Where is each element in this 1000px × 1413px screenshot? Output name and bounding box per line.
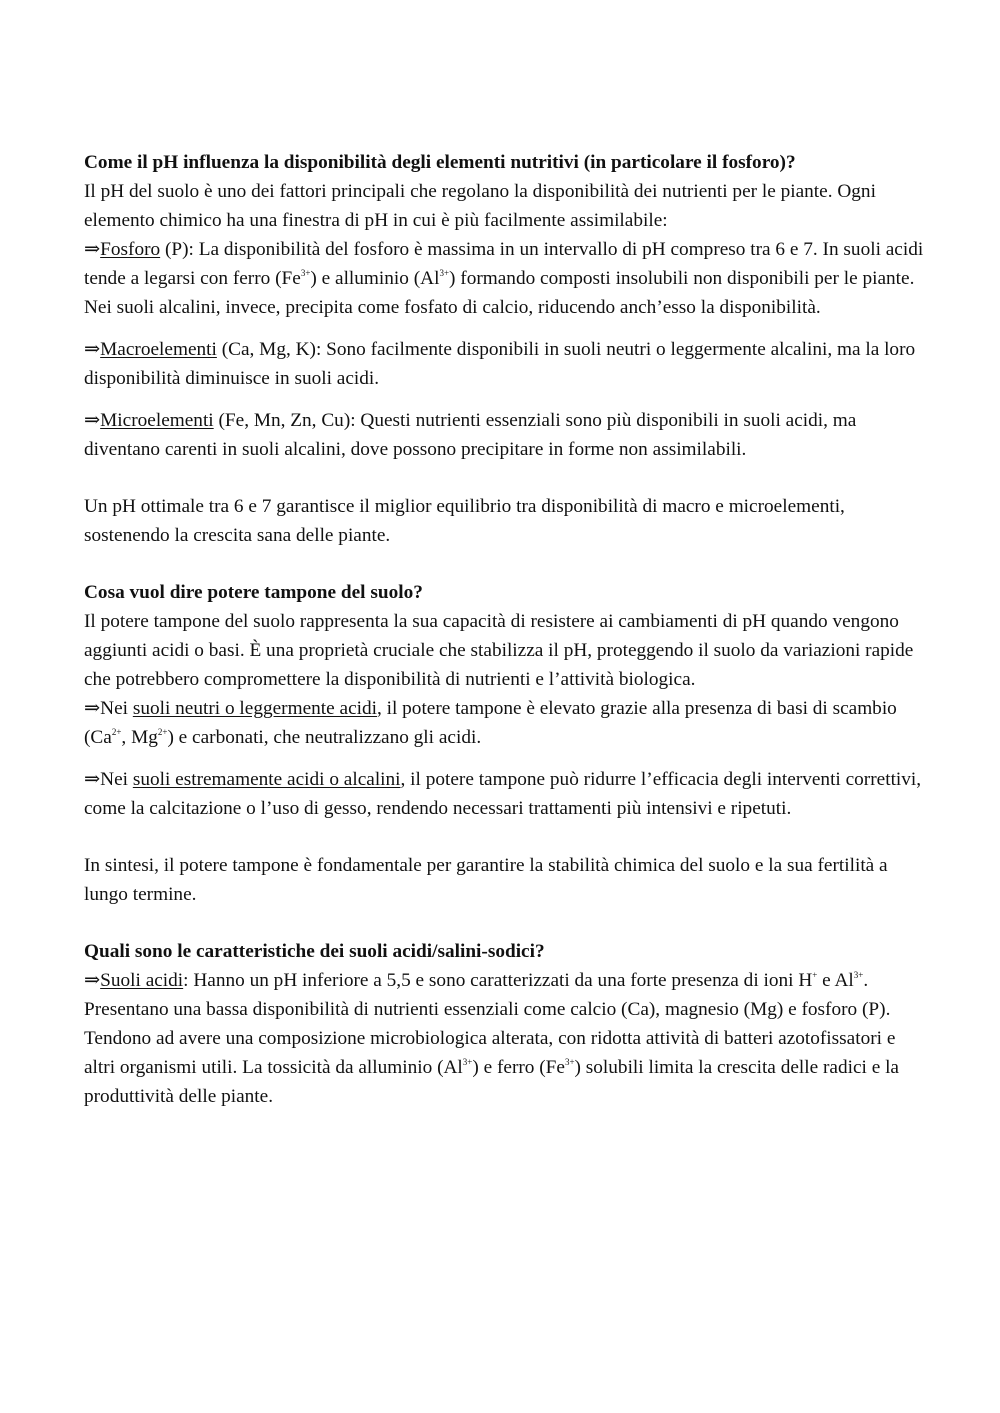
item-suoli-estremi: ⇒Nei suoli estremamente acidi o alcalini, il potere tampone può ridurre l’efficacia degli interventi correttivi, come la calcitazione o l’uso di gesso, rendendo necessari trattamenti più intensivi e ripetuti. — [84, 769, 922, 819]
term-fosforo: Fosforo — [100, 239, 161, 260]
item-suoli-neutri: ⇒Nei suoli neutri o leggermente acidi, il potere tampone è elevato grazie alla presenza di basi di scambio ($Ca^{2+}$, $Mg^{2+}$) e carbonati, che neutralizzano gli acidi. — [84, 698, 897, 748]
question-ph-nutrients: Come il pH influenza la disponibilità degli elementi nutritivi (in particolare il fosforo)? — [84, 152, 796, 173]
item-microelementi: ⇒Microelementi (Fe, Mn, Zn, Cu): Questi nutrienti essenziali sono più disponibili in suoli acidi, ma diventano carenti in suoli alcalini, dove possono precipitare in forme non assimilabili. — [84, 410, 857, 460]
arrow-icon: ⇒ — [84, 970, 101, 991]
question-suoli-acidi: Quali sono le caratteristiche dei suoli acidi/salini-sodici? — [84, 941, 545, 962]
conclusion-ph-nutrients: Un pH ottimale tra 6 e 7 garantisce il miglior equilibrio tra disponibilità di macro e microelementi, sostenendo la crescita sana delle piante. — [84, 496, 845, 546]
conclusion-potere-tampone: In sintesi, il potere tampone è fondamentale per garantire la stabilità chimica del suolo e la sua fertilità a lungo termine. — [84, 855, 888, 905]
intro-potere-tampone: Il potere tampone del suolo rappresenta la sua capacità di resistere ai cambiamenti di pH quando vengono aggiunti acidi o basi. È una proprietà cruciale che stabilizza il pH, proteggendo il suolo da variazioni rapide che potrebbero compromettere la disponibilità di nutrienti e l’attività biologica. — [84, 611, 914, 690]
term-suoli-estremi: suoli estremamente acidi o alcalini — [132, 769, 401, 790]
term-microelementi: Microelementi — [100, 410, 214, 431]
arrow-icon: ⇒ — [84, 698, 101, 719]
item-fosforo: ⇒Fosforo (P): La disponibilità del fosforo è massima in un intervallo di pH compreso tra 6 e 7. In suoli acidi tende a legarsi con ferro $(Fe^{3+})$ e alluminio $(Al^{3+})$ formando composti insolubili non disponibili per le piante. Nei suoli alcalini, invece, precipita come fosfato di calcio, riducendo anch’esso la disponibilità. — [84, 239, 924, 318]
arrow-icon: ⇒ — [84, 239, 101, 260]
arrow-icon: ⇒ — [84, 339, 101, 360]
document-page — [84, 148, 924, 1111]
term-macroelementi: Macroelementi — [100, 339, 217, 360]
intro-ph-nutrients: Il pH del suolo è uno dei fattori principali che regolano la disponibilità dei nutrienti per le piante. Ogni elemento chimico ha una finestra di pH in cui è più facilmente assimilabile: — [84, 181, 876, 231]
item-suoli-acidi: ⇒Suoli acidi: Hanno un pH inferiore a 5,5 e sono caratterizzati da una forte presenza di ioni H+ e $Al^{3+}$. Presentano una bassa disponibilità di nutrienti essenziali come calcio (Ca), magnesio (Mg) e fosforo (P). Tendono ad avere una composizione microbiologica alterata, con ridotta attività di batteri azotofissatori e altri organismi utili. La tossicità da alluminio $(Al^{3+})$ e ferro $(Fe^{3+})$ solubili limita la crescita delle radici e la produttività delle piante. — [84, 970, 899, 1107]
item-macroelementi: ⇒Macroelementi (Ca, Mg, K): Sono facilmente disponibili in suoli neutri o leggermente alcalini, ma la loro disponibilità diminuisce in suoli acidi. — [84, 339, 916, 389]
arrow-icon: ⇒ — [84, 769, 101, 790]
arrow-icon: ⇒ — [84, 410, 101, 431]
question-potere-tampone: Cosa vuol dire potere tampone del suolo? — [84, 582, 423, 603]
term-suoli-neutri: suoli neutri o leggermente acidi — [132, 698, 377, 719]
term-suoli-acidi: Suoli acidi — [100, 970, 184, 991]
